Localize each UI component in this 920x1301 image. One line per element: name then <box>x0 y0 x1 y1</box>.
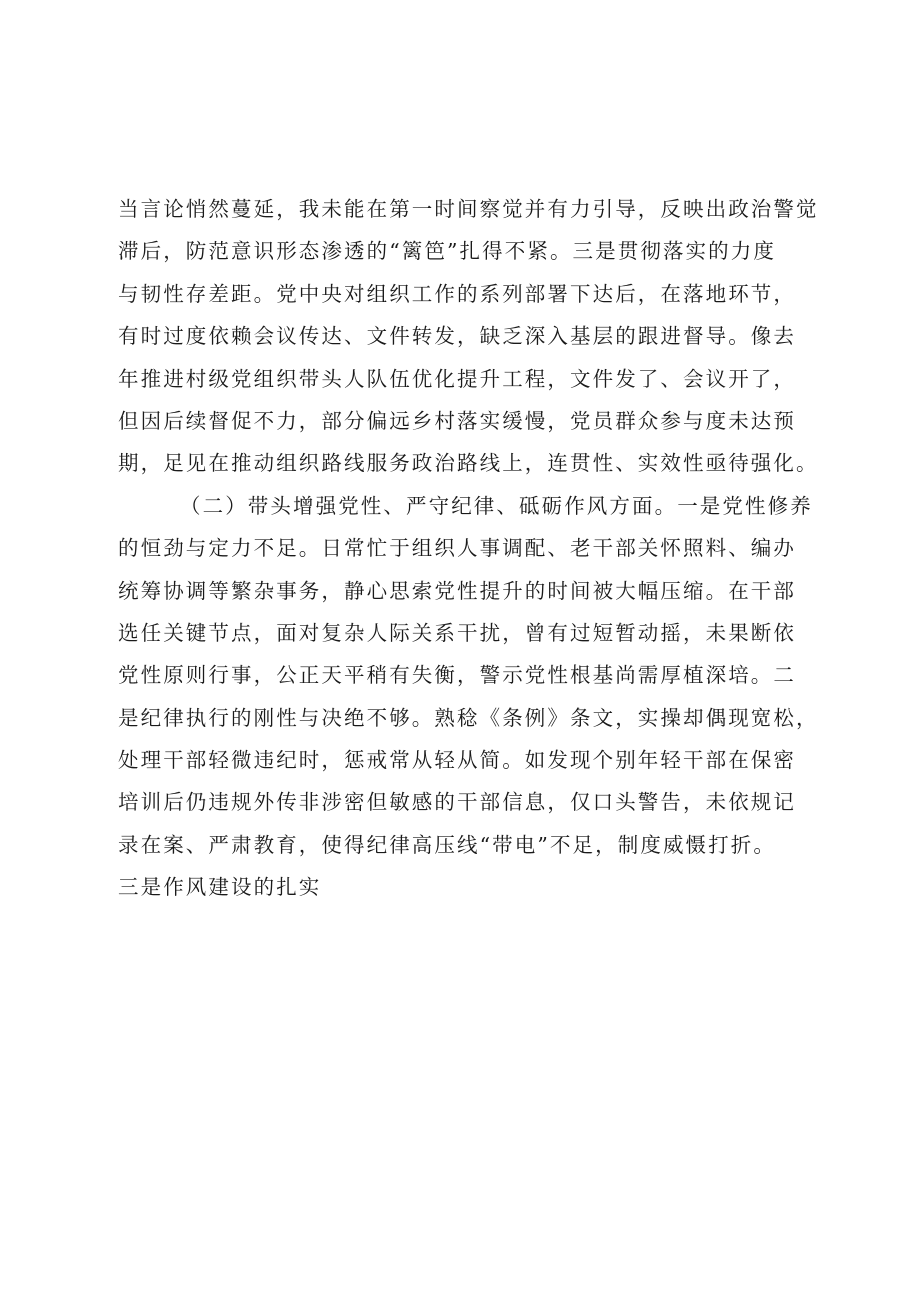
paragraph-line: 录在案、严肃教育，使得纪律高压线“带电”不足，制度威慑打折。 <box>118 832 776 857</box>
paragraph-line: 统筹协调等繁杂事务，静心思索党性提升的时间被大幅压缩。在干部 <box>118 578 796 603</box>
paragraph-line: 是纪律执行的刚性与决绝不够。熟稔《条例》条文，实操却偶现宽松， <box>118 705 819 730</box>
paragraph-line: 年推进村级党组织带头人队伍优化提升工程，文件发了、会议开了， <box>118 366 796 391</box>
paragraph-line: 期，足见在推动组织路线服务政治路线上，连贯性、实效性亟待强化。 <box>118 451 819 476</box>
document-body <box>118 188 818 909</box>
paragraph-line: 的恒劲与定力不足。日常忙于组织人事调配、老干部关怀照料、编办 <box>118 536 796 561</box>
paragraph-line: 培训后仍违规外传非涉密但敏感的干部信息，仅口头警告，未依规记 <box>118 790 796 815</box>
paragraph-line: 三是作风建设的扎实 <box>118 875 322 900</box>
section-heading-line: （二）带头增强党性、严守纪律、砥砺作风方面。一是党性修养 <box>180 493 813 518</box>
paragraph-line: 滞后，防范意识形态渗透的“篱笆”扎得不紧。三是贯彻落实的力度 <box>118 239 776 264</box>
paragraph-line: 当言论悄然蔓延，我未能在第一时间察觉并有力引导，反映出政治警觉 <box>118 197 819 221</box>
paragraph-line: 有时过度依赖会议传达、文件转发，缺乏深入基层的跟进督导。像去 <box>118 324 796 349</box>
paragraph-line: 选任关键节点，面对复杂人际关系干扰，曾有过短暂动摇，未果断依 <box>118 620 796 645</box>
paragraph-line: 处理干部轻微违纪时，惩戒常从轻从简。如发现个别年轻干部在保密 <box>118 748 796 773</box>
paragraph-line: 党性原则行事，公正天平稍有失衡，警示党性根基尚需厚植深培。二 <box>118 663 796 688</box>
paragraph-line: 与韧性存差距。党中央对组织工作的系列部署下达后，在落地环节， <box>118 281 796 306</box>
paragraph-line: 但因后续督促不力，部分偏远乡村落实缓慢，党员群众参与度未达预 <box>118 408 796 433</box>
